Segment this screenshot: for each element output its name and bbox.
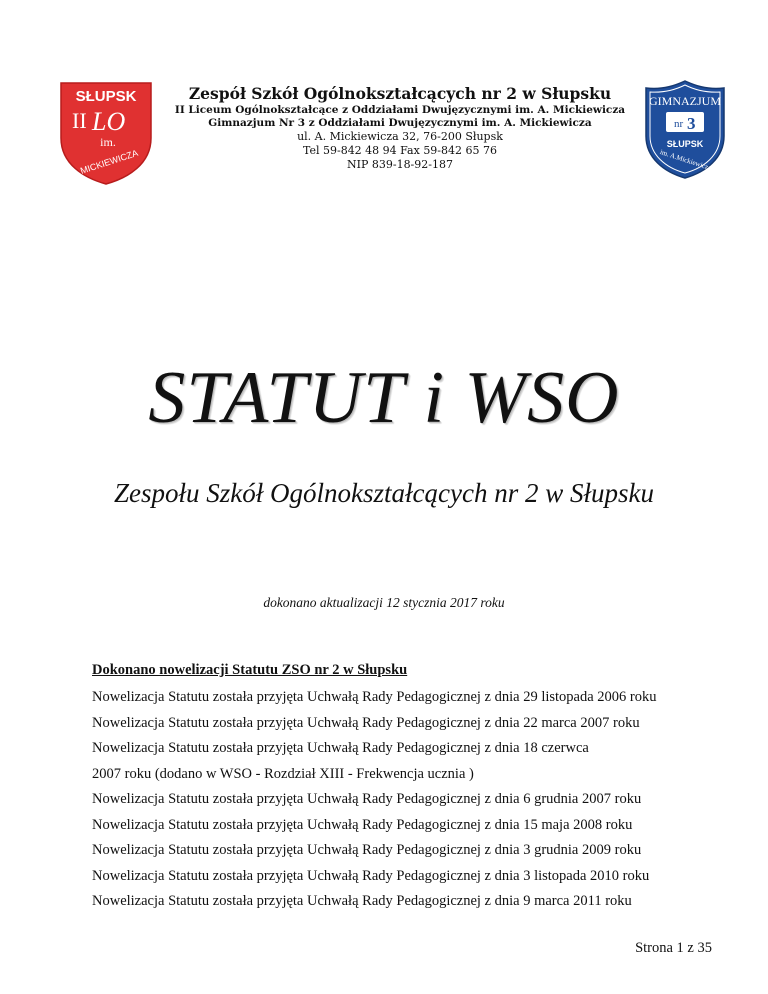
svg-text:nr: nr xyxy=(674,118,684,130)
document-subtitle: Zespołu Szkół Ogólnokształcących nr 2 w Słupsku xyxy=(114,478,654,508)
amendment-line: 2007 roku (dodano w WSO - Rozdział XIII - Frekwencja ucznia ) xyxy=(92,765,474,782)
svg-text:II: II xyxy=(72,108,87,133)
header-line-gimnazjum: Gimnazjum Nr 3 z Oddziałami Dwujęzycznymi im. A. Mickiewicza xyxy=(208,117,592,129)
document-title: STATUT i WSO xyxy=(148,357,620,439)
svg-text:A.MICKIEWICZA: A.MICKIEWICZA xyxy=(70,147,140,179)
school-header xyxy=(160,84,640,172)
header-nip: NIP 839-18-92-187 xyxy=(346,158,453,171)
header-phone: Tel 59-842 48 94 Fax 59-842 65 76 xyxy=(302,144,498,157)
header-address: ul. A. Mickiewicza 32, 76-200 Słupsk xyxy=(297,130,503,143)
amendment-line: Nowelizacja Statutu została przyjęta Uchwałą Rady Pedagogicznej z dnia 18 czerwca xyxy=(92,740,589,756)
amendment-line: Nowelizacja Statutu została przyjęta Uchwałą Rady Pedagogicznej z dnia 3 listopada 2010 roku xyxy=(92,867,650,884)
svg-text:3: 3 xyxy=(687,114,696,133)
lo-crest-logo xyxy=(58,80,154,186)
svg-text:LO: LO xyxy=(92,107,126,136)
gimnazjum-crest-logo xyxy=(644,80,726,180)
header-line-lo: II Liceum Ogólnokształcące z Oddziałami Dwujęzycznymi im. A. Mickiewicza xyxy=(174,104,626,116)
amendment-line: Nowelizacja Statutu została przyjęta Uchwałą Rady Pedagogicznej z dnia 3 grudnia 2009 roku xyxy=(92,842,642,858)
amendments-heading: Dokonano nowelizacji Statutu ZSO nr 2 w Słupsku xyxy=(92,662,408,678)
school-name: Zespół Szkół Ogólnokształcących nr 2 w Słupsku xyxy=(188,84,612,103)
svg-text:im.: im. xyxy=(100,135,116,149)
amendment-line: Nowelizacja Statutu została przyjęta Uchwałą Rady Pedagogicznej z dnia 6 grudnia 2007 roku xyxy=(92,791,642,807)
amendment-line: Nowelizacja Statutu została przyjęta Uchwałą Rady Pedagogicznej z dnia 9 marca 2011 roku xyxy=(92,893,632,909)
svg-text:SŁUPSK: SŁUPSK xyxy=(75,88,137,105)
svg-text:im. A.Mickiewicza: im. A.Mickiewicza xyxy=(658,148,713,173)
svg-text:GIMNAZJUM: GIMNAZJUM xyxy=(649,94,721,108)
amendment-line: Nowelizacja Statutu została przyjęta Uchwałą Rady Pedagogicznej z dnia 29 listopada 2006 roku xyxy=(92,689,657,705)
page-number: Strona 1 z 35 xyxy=(635,940,712,956)
amendment-line: Nowelizacja Statutu została przyjęta Uchwałą Rady Pedagogicznej z dnia 22 marca 2007 roku xyxy=(92,714,640,731)
update-note: dokonano aktualizacji 12 stycznia 2017 roku xyxy=(263,595,505,610)
svg-text:SŁUPSK: SŁUPSK xyxy=(666,139,704,149)
amendment-line: Nowelizacja Statutu została przyjęta Uchwałą Rady Pedagogicznej z dnia 15 maja 2008 roku xyxy=(92,816,633,833)
amendments-section xyxy=(92,660,732,915)
